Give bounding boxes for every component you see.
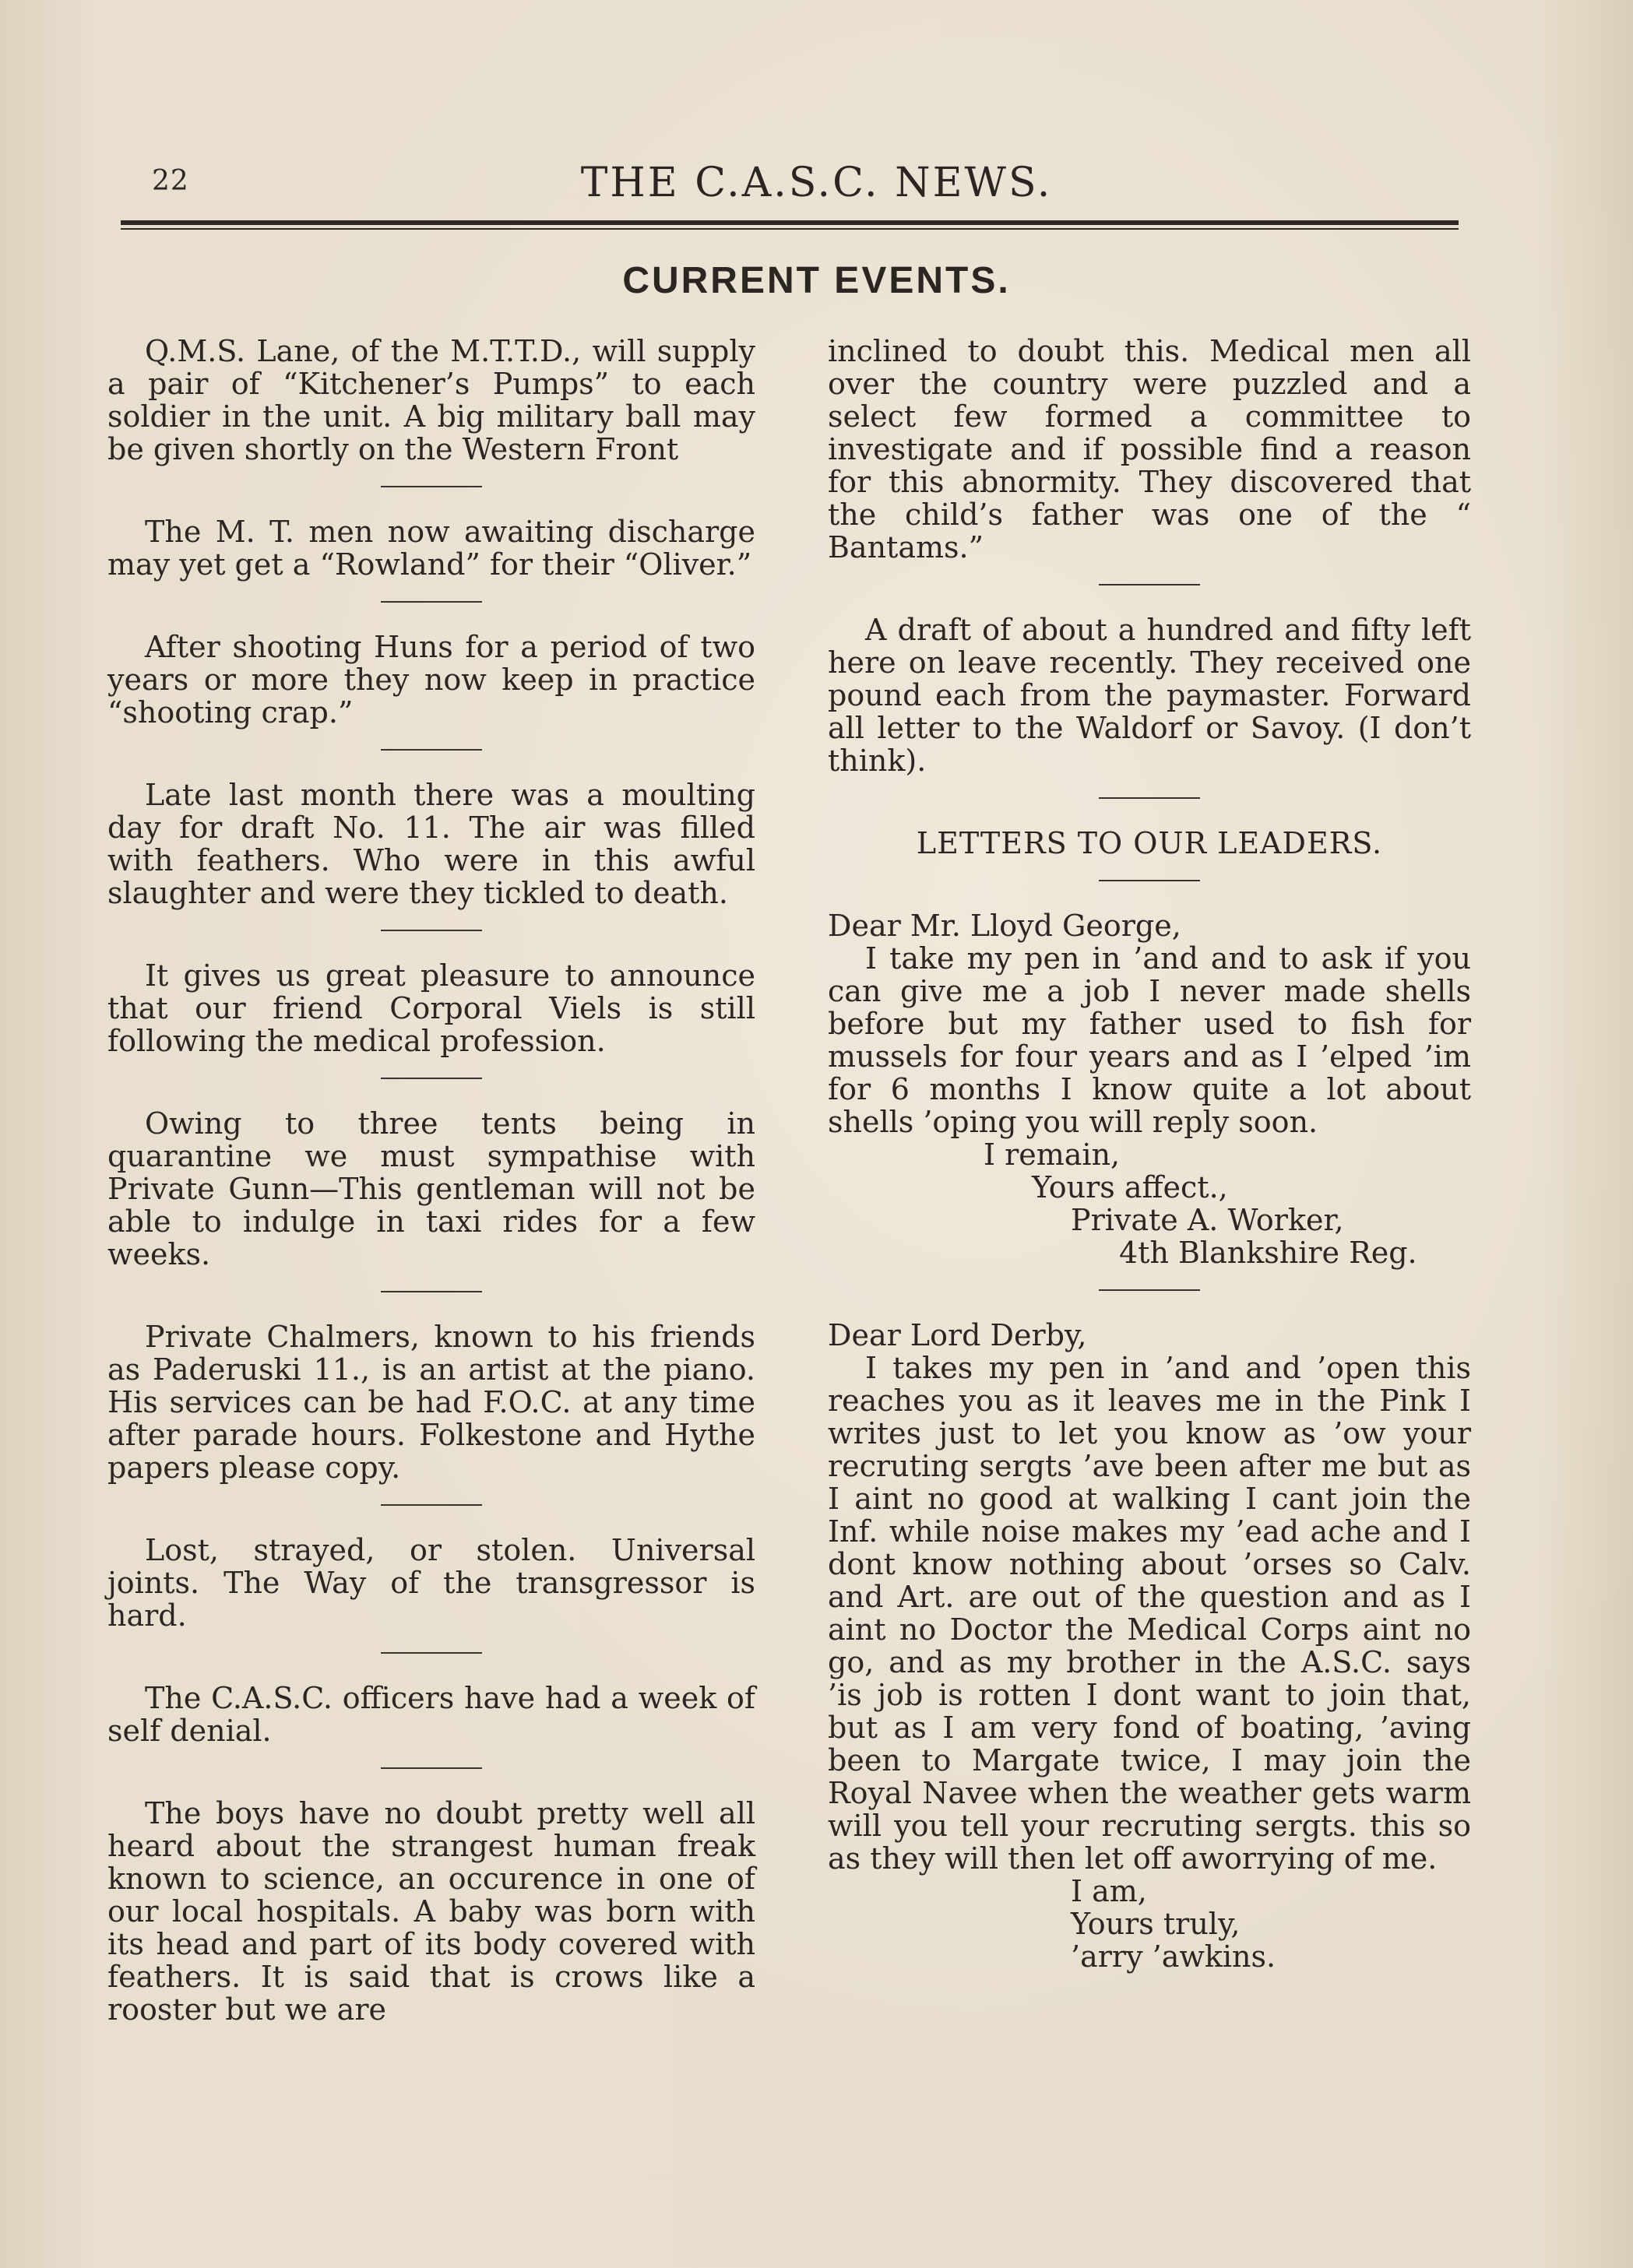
news-item: After shooting Huns for a period of two years or more they now keep in practice “shooting crap.” [107, 630, 755, 730]
page-number: 22 [152, 165, 189, 197]
news-item: The boys have no doubt pretty well all heard about the strangest human freak known to science, an occurence in one of our local hospitals. A baby was born with its head and part of its body covered with feathers. It is said that is crows like a rooster but we are [107, 1796, 755, 2027]
news-item: Lost, strayed, or stolen. Universal joints. The Way of the transgressor is hard. [107, 1533, 755, 1633]
news-item: The C.A.S.C. officers have had a week of self denial. [107, 1681, 755, 1748]
letter-signature: Private A. Worker, [1071, 1203, 1344, 1237]
letters-heading: LETTERS TO OUR LEADERS. [916, 826, 1383, 860]
item-separator [381, 1078, 482, 1079]
item-separator [381, 930, 482, 931]
letter-salutation: Dear Mr. Lloyd George, [828, 909, 1181, 943]
item-separator [1099, 1289, 1200, 1291]
news-item: The M. T. men now awaiting discharge may yet get a “Rowland” for their “Oliver.” [107, 515, 755, 582]
news-item-continuation: inclined to doubt this. Medical men all over the country were puzzled and a select few formed a committee to investigate and if possible find a reason for this abnormity. They discovered that the child’s father was one of the “ Bantams.” [828, 334, 1471, 564]
item-separator [381, 601, 482, 603]
letter-body: I takes my pen in ’and and ’open this reaches you as it leaves me in the Pink I writes just to let you know as ’ow your recruting sergts ’ave been after me but as I aint no good at walking I cant join the Inf. while noise makes my ’ead ache and I dont know nothing about ’orses so Calv. and Art. are out of the question and as I aint no Doctor the Medical Corps aint no go, and as my brother in the A.S.C. says ’is job is rotten I dont want to join that, but as I am very fond of boating, ’aving been to Margate twice, I may join the Royal Navee when the weather gets warm will you tell your recruting sergts. this so as they will then let off aworrying of me. [828, 1351, 1471, 1876]
item-separator [381, 1291, 482, 1292]
right-column [828, 335, 1471, 1973]
header-rule-thick [121, 220, 1459, 225]
news-item: It gives us great pleasure to announce that our friend Corporal Viels is still following the medical profession. [107, 958, 755, 1058]
item-separator [381, 486, 482, 487]
letter-body: I take my pen in ’and and to ask if you can give me a job I never made shells before but my father used to fish for mussels for four years and as I ’elped ’im for 6 months I know quite a lot about shells ’oping you will reply soon. [828, 941, 1471, 1139]
news-item: A draft of about a hundred and fifty left here on leave recently. They received one pound each from the paymaster. Forward all letter to the Waldorf or Savoy. (I don’t think). [828, 613, 1471, 778]
section-title: CURRENT EVENTS. [622, 260, 1011, 301]
item-separator [1099, 797, 1200, 799]
letter-regiment: 4th Blankshire Reg. [1119, 1236, 1417, 1270]
header-rule-thin [121, 228, 1459, 230]
item-separator [381, 1652, 482, 1654]
letter-closing: Yours affect., [1032, 1170, 1228, 1204]
letter-salutation: Dear Lord Derby, [828, 1318, 1087, 1352]
news-item: Late last month there was a moulting day for draft No. 11. The air was filled with feathers. Who were in this awful slaughter and were they tickled to death. [107, 778, 755, 910]
publication-title: THE C.A.S.C. NEWS. [580, 160, 1053, 206]
item-separator [381, 1767, 482, 1769]
item-separator [381, 1504, 482, 1506]
item-separator [1099, 584, 1200, 585]
item-separator [1099, 880, 1200, 881]
letter-signature: ’arry ’awkins. [1071, 1939, 1276, 1974]
news-item: Owing to three tents being in quarantine we must sympathise with Private Gunn—This gentleman will not be able to indulge in taxi rides for a few weeks. [107, 1106, 755, 1271]
news-item: Private Chalmers, known to his friends as Paderuski 11., is an artist at the piano. His services can be had F.O.C. at any time after parade hours. Folkestone and Hythe papers please copy. [107, 1320, 755, 1485]
letter-closing: I remain, [984, 1138, 1121, 1172]
letter-closing: Yours truly, [1071, 1907, 1241, 1941]
letter-closing: I am, [1071, 1874, 1147, 1908]
left-column [107, 335, 755, 2026]
item-separator [381, 749, 482, 751]
news-item: Q.M.S. Lane, of the M.T.T.D., will supply a pair of “Kitchener’s Pumps” to each soldier in the unit. A big military ball may be given shortly on the Western Front [107, 334, 755, 466]
